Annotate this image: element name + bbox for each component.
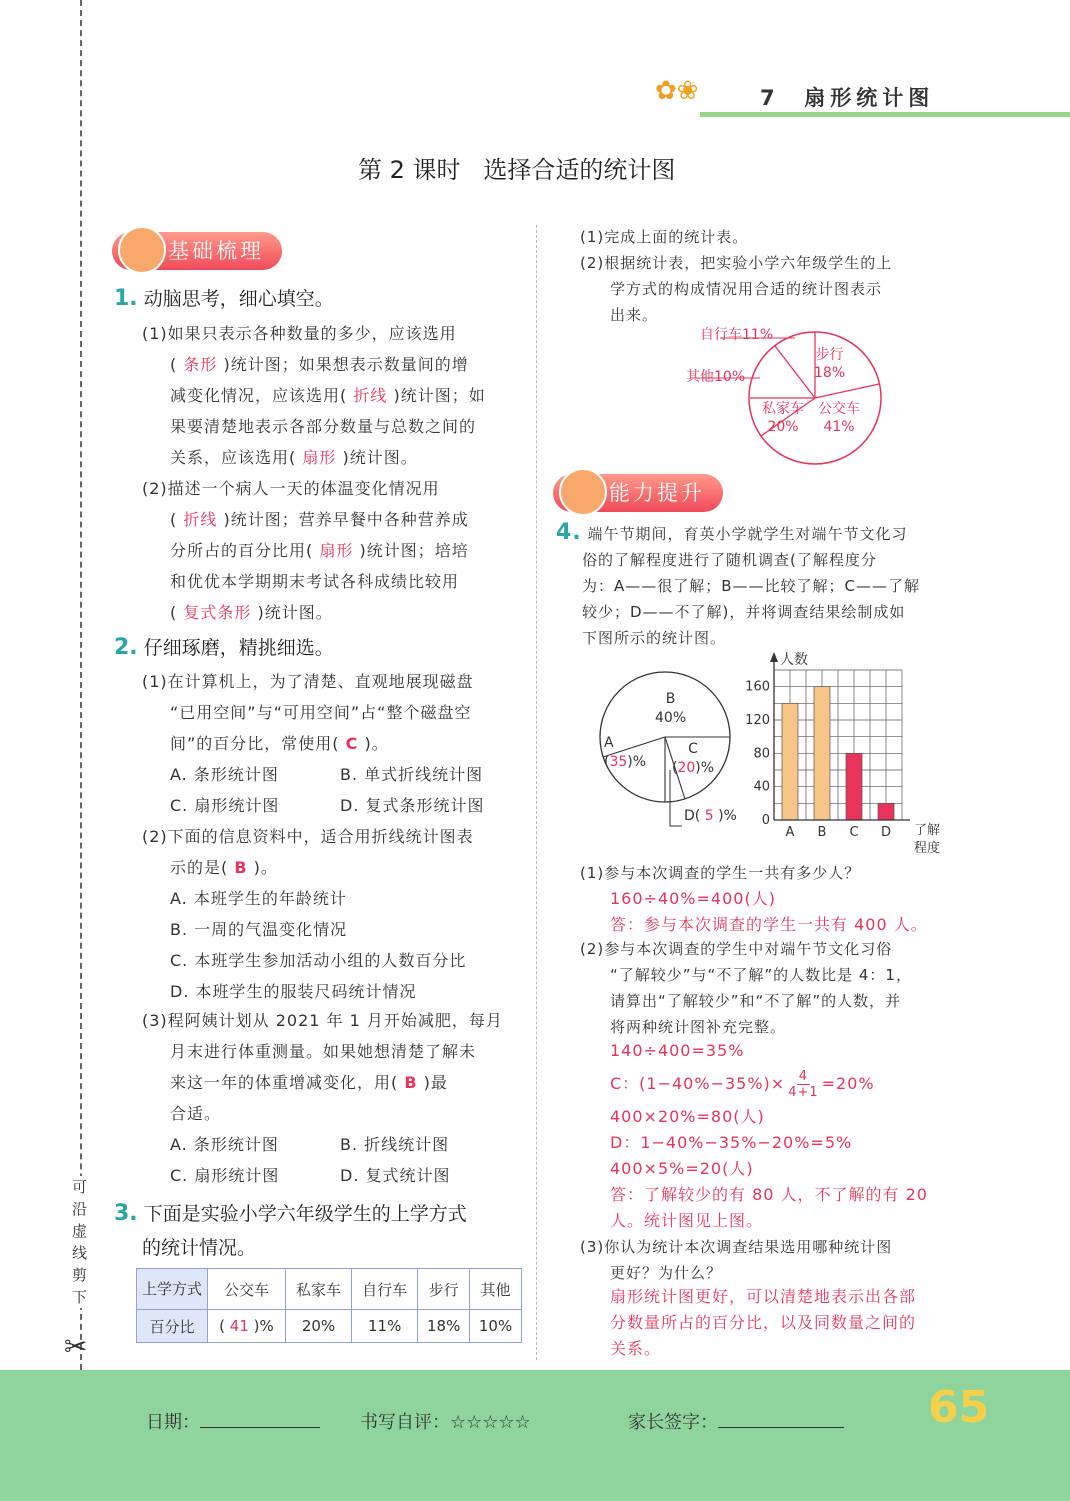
q4-bar-chart: [740, 648, 950, 860]
cut-line: [80, 0, 82, 1370]
q4-pie-label-b: B 40%: [655, 691, 687, 726]
q1-part1: (1)如果只表示各种数量的多少，应该选用 ( 条形 )统计图；如果想表示数量间的增 减变化情况，应该选用( 折线 )统计图；如 果要清楚地表示各部分数量与总数之间的 关系，应该选用( 扇形 )统计图。: [142, 324, 486, 467]
q4-sub3-answer: 扇形统计图更好，可以清楚地表示出各部 分数量所占的百分比，以及同数量之间的 关系。: [610, 1287, 917, 1358]
q2-sub2: (2)下面的信息资料中，适合用折线统计图表 示的是( B )。 A. 本班学生的年龄统计 B. 一周的气温变化情况 C. 本班学生参加活动小组的人数百分比 D. 本班学生的服装尺码统计情况: [142, 827, 474, 1001]
lesson-title: 第 2 课时 选择合适的统计图: [358, 156, 676, 184]
footer: [0, 1370, 1070, 1501]
q4-pie-label-d: D( 5 )%: [684, 808, 737, 824]
bar-B: [814, 687, 830, 820]
q2-sub1: (1)在计算机上，为了清楚、直观地展现磁盘 “已用空间”与“可用空间”占“整个磁盘空 间”的百分比，常使用( C )。 A. 条形统计图 B. 单式折线统计图 C. 扇形统计图 D. 复式条形统计图: [142, 672, 485, 815]
pig-icon: [118, 226, 166, 274]
bar-x-tick: D: [880, 825, 892, 840]
q4-pie-label-c: C (20)%: [672, 741, 715, 776]
bar-D: [878, 803, 894, 820]
pie-label-bus: 公交车 41%: [818, 401, 860, 435]
header-rule: [700, 112, 1070, 117]
bar-x-label-1: 了解: [914, 823, 941, 838]
column-divider: [536, 225, 537, 1360]
bar-y-tick: 120: [745, 713, 770, 728]
bar-y-tick: 0: [761, 813, 770, 828]
bar-x-label-2: 程度: [914, 841, 941, 856]
bar-y-label: 人数: [780, 652, 808, 668]
q1-part2: (2)描述一个病人一天的体温变化情况用 ( 折线 )统计图；营养早餐中各种营养成 分所占的百分比用( 扇形 )统计图；培培 和优优本学期期末考试各科成绩比较用 ( 复式条形 )统计图。: [142, 479, 469, 622]
flower-icon: ✿❀: [655, 76, 699, 106]
q4-sub1: (1)参与本次调查的学生一共有多少人？: [580, 864, 861, 882]
parent-sign-label: 家长签字：: [628, 1408, 844, 1434]
q1-header: 1. 动脑思考，细心填空。: [114, 286, 334, 311]
q4-sub2: (2)参与本次调查的学生中对端午节文化习俗 “了解较少”与“不了解”的人数比是 4：1， 请算出“了解较少”和“不了解”的人数，并 将两种统计图补充完整。: [580, 940, 912, 1036]
bar-x-tick: B: [817, 825, 827, 840]
pie-label-car: 私家车 20%: [762, 401, 804, 435]
q4-sub2-answer: 140÷400=35% C：(1−40%−35%)× $\frac{4}{4+1}$ =20% 400×20%=80(人) D：1−40%−35%−20%=5% 400×5%=20(人) 答：了解较少的有 80 人，不了解的有 20 人。统计图见上图。: [610, 1041, 928, 1230]
q3-table: 上学方式 公交车 私家车 自行车 步行 其他 百分比 ( 41 )% 20% 11% 18% 10%: [136, 1268, 522, 1343]
bar-x-tick: C: [849, 825, 859, 840]
q4-pie-label-a: A (35)%: [604, 735, 647, 770]
q4-text: 4. 端午节期间，育英小学就学生对端午节文化习 俗的了解程度进行了随机调查(了解程度分 为：A——很了解；B——比较了解；C——了解 较少；D——不了解)，并将调查结果绘制成如 下图所示的统计图。: [556, 520, 921, 647]
bar-y-tick: 160: [745, 679, 770, 695]
pie-label-walk: 步行 18%: [814, 347, 846, 381]
date-label: 日期：: [146, 1408, 320, 1434]
section-basic: 基础梳理: [112, 232, 282, 270]
self-eval: 书写自评：☆☆☆☆☆: [360, 1412, 531, 1433]
bar-C: [846, 753, 862, 820]
side-note: 可沿虚线剪下: [72, 1176, 92, 1308]
bar-y-tick: 40: [753, 779, 770, 795]
pie-label-bike: 自行车11%: [700, 327, 774, 343]
pig-icon: [559, 468, 607, 516]
q3-sub2: (2)根据统计表，把实验小学六年级学生的上 学方式的构成情况用合适的统计图表示 出来。: [580, 254, 893, 324]
q3-sub1: (1)完成上面的统计表。: [580, 228, 749, 246]
section-ability: 能力提升: [553, 474, 723, 512]
bar-y-tick: 80: [753, 746, 770, 762]
scissors-icon: ✂: [64, 1330, 88, 1363]
q3-header: 3. 下面是实验小学六年级学生的上学方式 的统计情况。: [114, 1201, 467, 1259]
pie-label-other: 其他10%: [686, 369, 746, 385]
q4-sub1-answer: 160÷40%=400(人) 答：参与本次调查的学生一共有 400 人。: [610, 889, 928, 934]
q2-sub3: (3)程阿姨计划从 2021 年 1 月开始减肥，每月 月末进行体重测量。如果她想清楚了解未 来这一年的体重增减变化，用( B )最 合适。 A. 条形统计图 B. 折线统计图 C. 扇形统计图 D. 复式统计图: [142, 1011, 503, 1185]
bar-x-tick: A: [785, 825, 795, 840]
chapter-title: 7 扇形统计图: [760, 86, 935, 110]
bar-A: [782, 703, 798, 820]
q2-header: 2. 仔细琢磨，精挑细选。: [114, 635, 334, 660]
q4-sub3: (3)你认为统计本次调查结果选用哪种统计图 更好？为什么？: [580, 1238, 893, 1282]
page-number: 65: [928, 1382, 990, 1433]
